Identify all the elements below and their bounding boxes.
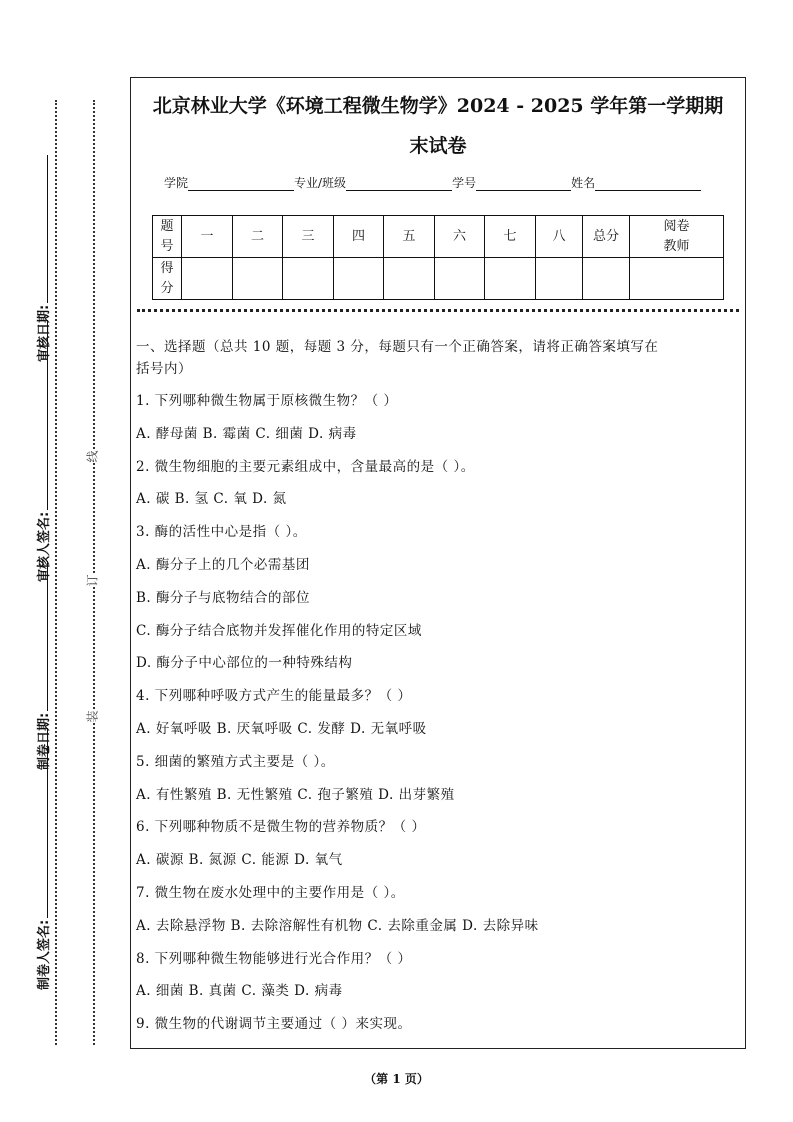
binding-char-xian: 线	[85, 450, 100, 463]
answer-options: C. 酶分子结合底物并发挥催化作用的特定区域	[136, 622, 422, 639]
binding-char-zhuang: 装	[85, 710, 100, 723]
section-heading-cont: 括号内）	[136, 361, 192, 377]
column-header: 六	[435, 216, 485, 258]
dotted-separator	[137, 309, 739, 312]
college-label: 学院	[164, 176, 189, 190]
score-cell[interactable]	[334, 258, 384, 300]
question-stem: 4. 下列哪种呼吸方式产生的能量最多？（ ）	[136, 688, 412, 705]
question-stem: 1. 下列哪种微生物属于原核微生物？（ ）	[136, 393, 398, 409]
score-row-header: 得 分	[153, 258, 182, 300]
column-header: 七	[485, 216, 536, 258]
column-header: 三	[283, 216, 334, 258]
exam-title-line1: 北京林业大学《环境工程微生物学》2024 - 2025 学年第一学期期	[152, 95, 724, 117]
answer-options: A. 去除悬浮物 B. 去除溶解性有机物 C. 去除重金属 D. 去除异味	[136, 917, 539, 934]
score-cell[interactable]	[283, 258, 334, 300]
student-info-row	[164, 174, 701, 191]
label: 审核人签名:	[37, 511, 52, 582]
answer-options: A. 细菌 B. 真菌 C. 藻类 D. 病毒	[136, 983, 343, 1000]
question-stem: 7. 微生物在废水处理中的主要作用是（ ）。	[136, 885, 405, 901]
column-header: 八	[536, 216, 583, 258]
answer-options: A. 有性繁殖 B. 无性繁殖 C. 孢子繁殖 D. 出芽繁殖	[136, 786, 455, 803]
column-header: 四	[334, 216, 384, 258]
question-stem: 3. 酶的活性中心是指（ ）。	[136, 524, 307, 541]
exam-title-line2: 末试卷	[409, 135, 467, 157]
name-label: 姓名	[571, 176, 596, 190]
review-date-field[interactable]	[33, 155, 52, 362]
answer-options: A. 酶分子上的几个必需基团	[136, 557, 310, 573]
question-stem: 8. 下列哪种微生物能够进行光合作用？（ ）	[136, 950, 412, 967]
answer-options: A. 碳源 B. 氮源 C. 能源 D. 氧气	[136, 852, 343, 869]
page-number: （第 1 页）	[364, 1072, 429, 1086]
question-stem: 9. 微生物的代谢调节主要通过（ ）来实现。	[136, 1016, 412, 1033]
label: 制卷日期:	[37, 712, 52, 770]
major-class-label: 专业/班级	[294, 176, 347, 190]
label: 审核日期:	[37, 304, 52, 362]
answer-options: A. 好氧呼吸 B. 厌氧呼吸 C. 发酵 D. 无氧呼吸	[136, 721, 427, 737]
answer-options: A. 碳 B. 氢 C. 氧 D. 氮	[136, 491, 287, 508]
binding-char-ding: 订	[85, 574, 100, 587]
question-stem: 2. 微生物细胞的主要元素组成中，含量最高的是（ ）。	[136, 458, 475, 475]
college-input[interactable]	[188, 178, 294, 191]
answer-options: A. 酵母菌 B. 霉菌 C. 细菌 D. 病毒	[136, 425, 357, 442]
column-header: 五	[384, 216, 435, 258]
student-id-input[interactable]	[476, 178, 571, 191]
preparation-date-field[interactable]	[33, 561, 52, 770]
score-cell[interactable]	[384, 258, 435, 300]
major-class-input[interactable]	[346, 178, 452, 191]
dotted-cut-line-inner	[93, 100, 95, 1045]
score-table	[152, 215, 724, 300]
exam-page-frame	[130, 77, 746, 1049]
score-cell[interactable]	[182, 258, 233, 300]
score-cell[interactable]	[536, 258, 583, 300]
score-cell[interactable]	[583, 258, 630, 300]
question-stem: 5. 细菌的繁殖方式主要是（ ）。	[136, 753, 335, 770]
table-row	[153, 216, 724, 258]
dotted-cut-line-outer	[55, 100, 57, 1045]
student-id-label: 学号	[452, 176, 477, 190]
score-cell[interactable]	[233, 258, 283, 300]
score-cell[interactable]	[630, 258, 724, 300]
column-header: 二	[233, 216, 283, 258]
score-cell[interactable]	[485, 258, 536, 300]
answer-options: B. 酶分子与底物结合的部位	[136, 589, 311, 606]
question-number-header: 题 号	[153, 216, 182, 258]
section-heading: 一、选择题（总共 10 题，每题 3 分，每题只有一个正确答案，请将正确答案填写在	[136, 339, 659, 355]
column-header: 一	[182, 216, 233, 258]
question-stem: 6. 下列哪种物质不是微生物的营养物质？（ ）	[136, 819, 426, 836]
grader-header: 阅卷 教师	[630, 216, 724, 258]
table-row	[153, 258, 724, 300]
name-input[interactable]	[595, 178, 701, 191]
label: 制卷人签名:	[37, 919, 52, 990]
answer-options: D. 酶分子中心部位的一种特殊结构	[136, 655, 353, 672]
column-header: 总分	[583, 216, 630, 258]
score-cell[interactable]	[435, 258, 485, 300]
